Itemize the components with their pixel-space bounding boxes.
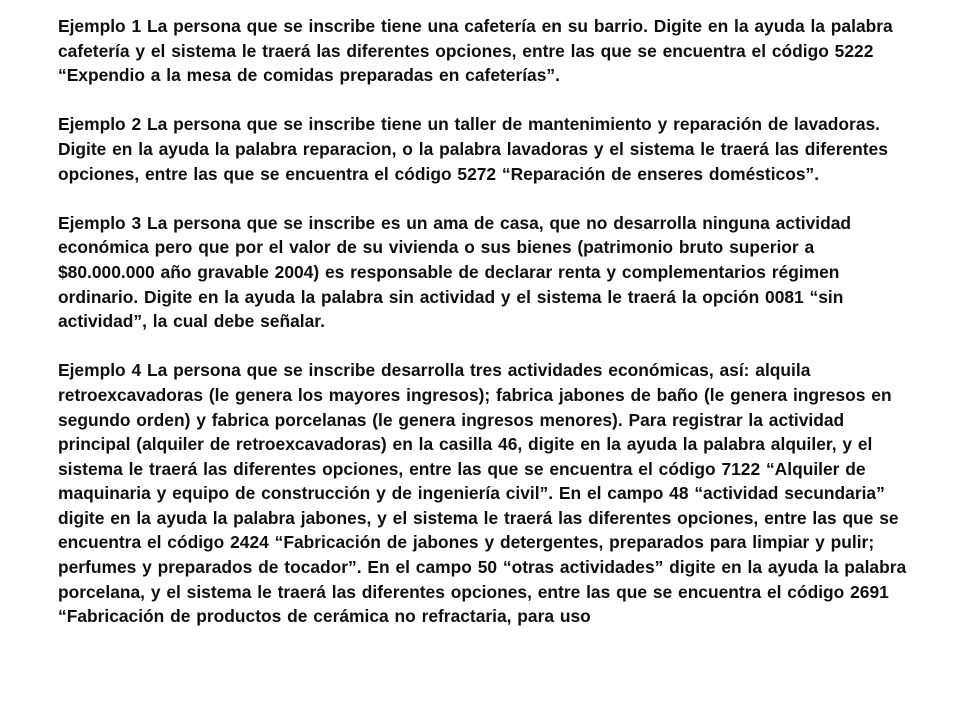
- example-2-paragraph: Ejemplo 2 La persona que se inscribe tiene un taller de mantenimiento y reparación de lavadoras. Digite en la ayuda la palabra reparacion, o la palabra lavadoras y el sistema le traerá las diferentes opciones, entre las que se encuentra el código 5272 “Reparación de enseres domésticos”.: [58, 114, 888, 184]
- example-4-paragraph: Ejemplo 4 La persona que se inscribe desarrolla tres actividades económicas, así: alquila retroexcavadoras (le genera los mayores ingresos); fabrica jabones de baño (le genera ingresos en segundo orden) y fabrica porcelanas (le genera ingresos menores). Para registrar la actividad principal (alquiler de retroexcavadoras) en la casilla 46, digite en la ayuda la palabra alquiler, y el sistema le traerá las diferentes opciones, entre las que se encuentra el código 7122 “Alquiler de maquinaria y equipo de construcción y de ingeniería civil”. En el campo 48 “actividad secundaria” digite en la ayuda la palabra jabones, y el sistema le traerá las diferentes opciones, entre las que se encuentra el código 2424 “Fabricación de jabones y detergentes, preparados para limpiar y pulir; perfumes y preparados de tocador”. En el campo 50 “otras actividades” digite en la ayuda la palabra porcelana, y el sistema le traerá las diferentes opciones, entre las que se encuentra el código 2691 “Fabricación de productos de cerámica no refractaria, para uso: [58, 360, 907, 627]
- examples-text-block: [58, 14, 908, 653]
- example-1-paragraph: Ejemplo 1 La persona que se inscribe tiene una cafetería en su barrio. Digite en la ayuda la palabra cafetería y el sistema le traerá las diferentes opciones, entre las que se encuentra el código 5222 “Expendio a la mesa de comidas preparadas en cafeterías”.: [58, 16, 893, 86]
- example-3-paragraph: Ejemplo 3 La persona que se inscribe es un ama de casa, que no desarrolla ninguna actividad económica pero que por el valor de su vivienda o sus bienes (patrimonio bruto superior a $80.000.000 año gravable 2004) es responsable de declarar renta y complementarios régimen ordinario. Digite en la ayuda la palabra sin actividad y el sistema le traerá la opción 0081 “sin actividad”, la cual debe señalar.: [58, 212, 852, 332]
